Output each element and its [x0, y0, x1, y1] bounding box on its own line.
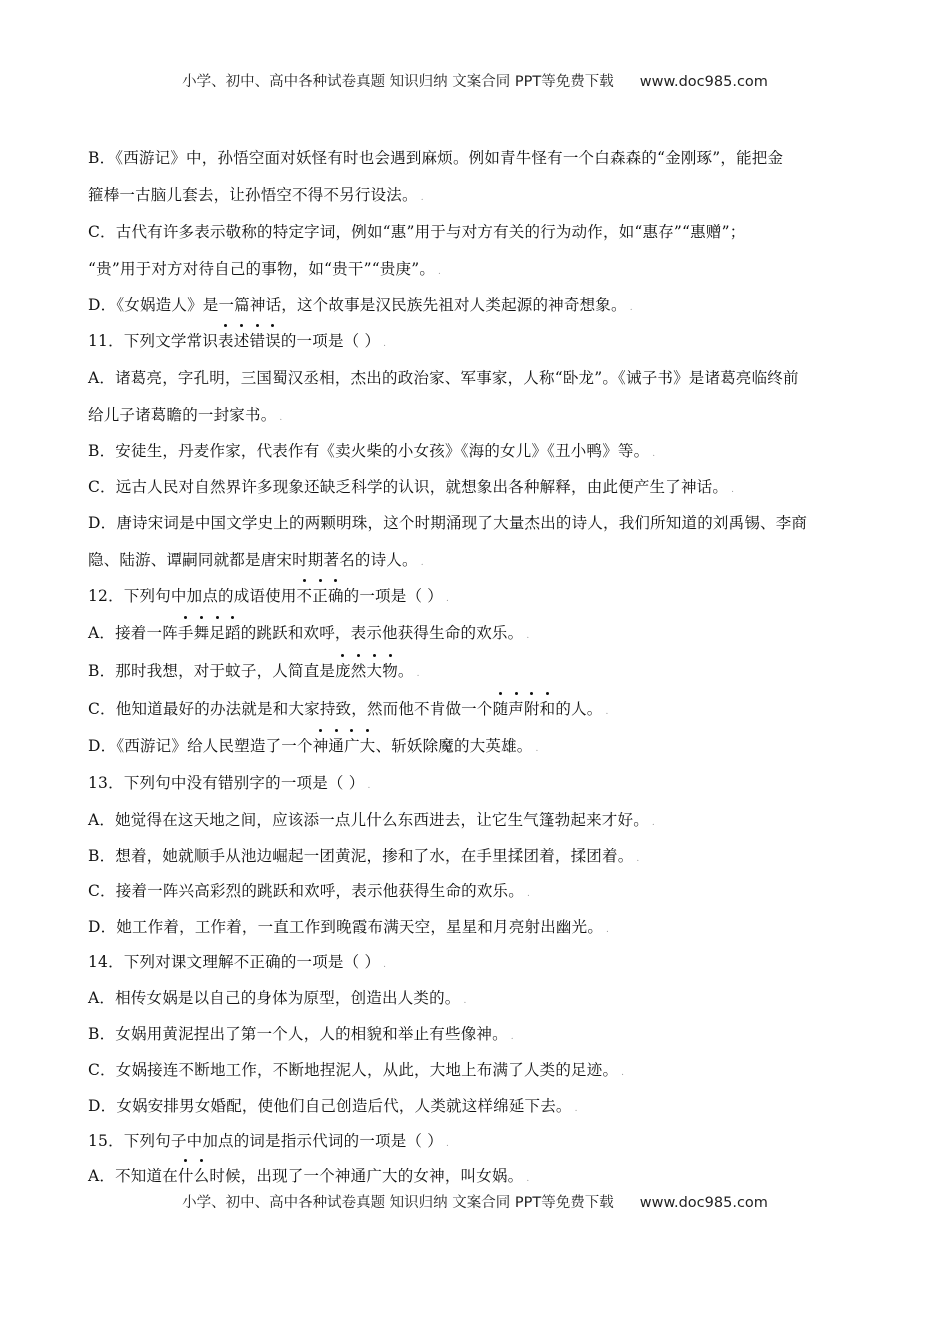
- q11-option-d-line2: 隐、陆游、谭嗣同就都是唐宋时期著名的诗人。 .: [88, 551, 424, 569]
- q11-dotted-word: [218, 332, 281, 350]
- q14-option-a: A．相传女娲是以自己的身体为原型，创造出人类的。 .: [88, 989, 467, 1007]
- q13-option-b: B．想着，她就顺手从池边崛起一团黄泥，掺和了水，在手里揉团着，揉团着。 .: [88, 847, 640, 865]
- q12-a-dotted-idiom: [178, 624, 241, 642]
- emphasis-dot-char: 确: [328, 584, 344, 606]
- emphasis-dot-char: 手: [178, 621, 194, 643]
- q11-stem: 11．下列文学常识表述错误的一项是（ ） .: [88, 329, 386, 351]
- q13-option-a: A．她觉得在这天地之间，应该添一点儿什么东西进去，让它生气篷勃起来才好。 .: [88, 811, 655, 829]
- emphasis-dot-char: 足: [209, 621, 225, 643]
- footer-site-link[interactable]: www.doc985.com: [639, 1195, 768, 1211]
- header-site-link[interactable]: www.doc985.com: [639, 74, 768, 90]
- q15-stem: 15．下列句子中加点的词是指示代词的一项是（ ） .: [88, 1132, 450, 1150]
- emphasis-dot-char: 声: [508, 697, 524, 719]
- q13-option-c: C．接着一阵兴高彩烈的跳跃和欢呼，表示他获得生命的欢乐。 .: [88, 882, 531, 900]
- emphasis-dot-char: 然: [351, 659, 367, 681]
- q13-option-d: D．她工作着，工作着，一直工作到晚霞布满天空，星星和月亮射出幽光。 .: [88, 918, 610, 936]
- q14-stem: 14．下列对课文理解不正确的一项是（ ） .: [88, 953, 387, 971]
- q10-option-c-line2: “贵”用于对方对待自己的事物，如“贵干”“贵庚”。 .: [88, 260, 442, 278]
- page-header: [0, 70, 950, 91]
- q12-d-dotted-idiom: [313, 737, 376, 755]
- page-footer: [0, 1191, 950, 1212]
- emphasis-dot-char: 随: [493, 697, 509, 719]
- emphasis-dot-char: 神: [313, 734, 329, 756]
- q11-option-a-line1: A．诸葛亮，字孔明，三国蜀汉丞相，杰出的政治家、军事家，人称“卧龙”。《诫子书》是诸葛亮临终前: [88, 369, 799, 387]
- q11-option-c: C．远古人民对自然界许多现象还缺乏科学的认识，就想象出各种解释，由此便产生了神话。 .: [88, 478, 735, 496]
- footer-text: 小学、初中、高中各种试卷真题 知识归纳 文案合同 PPT等免费下载: [182, 1195, 614, 1211]
- emphasis-dot-char: 通: [328, 734, 344, 756]
- emphasis-dot-char: 庞: [335, 659, 351, 681]
- emphasis-dot-char: 舞: [194, 621, 210, 643]
- emphasis-dot-char: 蹈: [225, 621, 241, 643]
- q10-option-b-line2: 箍棒一古脑儿套去，让孙悟空不得不另行设法。 .: [88, 186, 424, 204]
- q14-option-d: D．女娲安排男女婚配，使他们自己创造后代，人类就这样绵延下去。 .: [88, 1097, 578, 1115]
- q12-option-b: B．那时我想，对于蚊子，人简直是庞然大物。 .: [88, 659, 420, 681]
- q13-stem: 13．下列句中没有错别字的一项是（ ） .: [88, 774, 371, 792]
- q12-option-d: D．《西游记》给人民塑造了一个神通广大、斩妖除魔的大英雄。 .: [88, 734, 539, 756]
- q14-option-c: C．女娲接连不断地工作，不断地捏泥人，从此，大地上布满了人类的足迹。 .: [88, 1061, 625, 1079]
- q12-option-c: C．他知道最好的办法就是和大家持致，然而他不肯做一个随声附和的人。 .: [88, 697, 609, 719]
- emphasis-dot-char: 正: [312, 584, 328, 606]
- q10-option-b-line1: B．《西游记》中，孙悟空面对妖怪有时也会遇到麻烦。例如青牛怪有一个白森森的“金刚琢”，能把金: [88, 149, 784, 167]
- emphasis-dot-char: 广: [344, 734, 360, 756]
- q15-option-a: A．不知道在什么时候，出现了一个神通广大的女神，叫女娲。 .: [88, 1164, 529, 1186]
- q10-option-c-line1: C．古代有许多表示敬称的特定字词，例如“惠”用于与对方有关的行为动作，如“惠存”“惠赠”；: [88, 223, 746, 241]
- emphasis-dot-char: 误: [265, 329, 281, 351]
- q11-option-d-line1: D．唐诗宋词是中国文学史上的两颗明珠，这个时期涌现了大量杰出的诗人，我们所知道的刘禹锡、李商: [88, 514, 808, 532]
- emphasis-dot-char: 大: [360, 734, 376, 756]
- emphasis-dot-char: 大: [367, 659, 383, 681]
- emphasis-dot-char: 不: [297, 584, 313, 606]
- q14-option-b: B．女娲用黄泥捏出了第一个人，人的相貌和举止有些像神。 .: [88, 1025, 514, 1043]
- q11-option-a-line2: 给儿子诸葛瞻的一封家书。 .: [88, 406, 283, 424]
- q10-option-d: D．《女娲造人》是一篇神话，这个故事是汉民族先祖对人类起源的神奇想象。 .: [88, 296, 633, 314]
- header-text: 小学、初中、高中各种试卷真题 知识归纳 文案合同 PPT等免费下载: [182, 74, 614, 90]
- q12-c-dotted-idiom: [493, 700, 556, 718]
- emphasis-dot-char: 么: [194, 1164, 210, 1186]
- emphasis-dot-char: 和: [540, 697, 556, 719]
- emphasis-dot-char: 述: [234, 329, 250, 351]
- q12-option-a: A．接着一阵手舞足蹈的跳跃和欢呼，表示他获得生命的欢乐。 .: [88, 621, 529, 643]
- emphasis-dot-char: 什: [178, 1164, 194, 1186]
- q12-dotted-word: [297, 587, 344, 605]
- q11-option-b: B．安徒生，丹麦作家，代表作有《卖火柴的小女孩》《海的女儿》《丑小鸭》等。 .: [88, 442, 656, 460]
- q12-stem: 12．下列句中加点的成语使用不正确的一项是（ ） .: [88, 584, 449, 606]
- emphasis-dot-char: 表: [218, 329, 234, 351]
- emphasis-dot-char: 附: [524, 697, 540, 719]
- q15-dotted-word: [178, 1167, 209, 1185]
- emphasis-dot-char: 物: [382, 659, 398, 681]
- emphasis-dot-char: 错: [249, 329, 265, 351]
- q12-b-dotted-idiom: [335, 662, 398, 680]
